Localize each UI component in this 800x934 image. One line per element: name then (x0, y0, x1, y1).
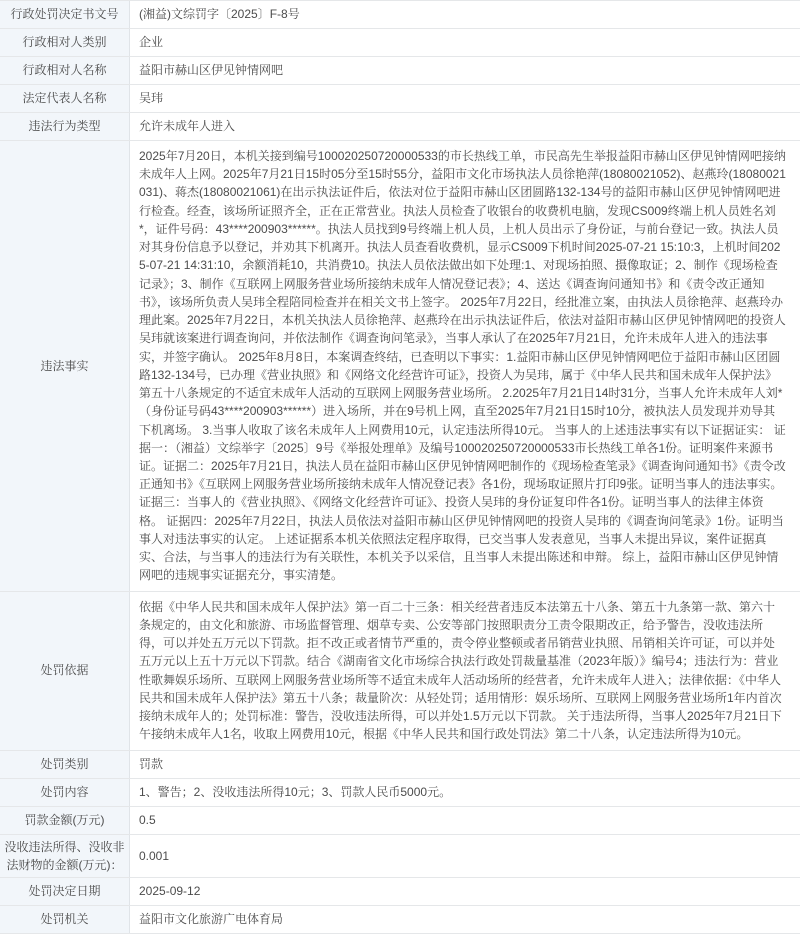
violation-type-value: 允许未成年人进入 (130, 113, 800, 140)
penalty-category-label: 处罚类别 (0, 751, 130, 778)
fine-amount-value: 0.5 (130, 807, 800, 834)
row-penalty-content (0, 779, 800, 807)
penalty-content-value: 1、警告；2、没收违法所得10元；3、罚款人民币5000元。 (130, 779, 800, 806)
penalty-authority-label: 处罚机关 (0, 906, 130, 933)
confiscation-amount-value: 0.001 (130, 835, 800, 877)
row-penalty-authority (0, 906, 800, 934)
legal-representative-value: 吴玮 (130, 85, 800, 112)
party-type-label: 行政相对人类别 (0, 29, 130, 56)
row-confiscation-amount (0, 835, 800, 878)
decision-date-label: 处罚决定日期 (0, 878, 130, 905)
penalty-authority-value: 益阳市文化旅游广电体育局 (130, 906, 800, 933)
decision-number-value: (湘益)文综罚字〔2025〕F-8号 (130, 1, 800, 28)
row-decision-number (0, 1, 800, 29)
row-decision-date (0, 878, 800, 906)
row-fine-amount (0, 807, 800, 835)
party-type-value: 企业 (130, 29, 800, 56)
violation-facts-label: 违法事实 (0, 141, 130, 591)
party-name-label: 行政相对人名称 (0, 57, 130, 84)
fine-amount-label: 罚款金额(万元) (0, 807, 130, 834)
row-violation-type (0, 113, 800, 141)
row-penalty-category (0, 751, 800, 779)
penalty-content-label: 处罚内容 (0, 779, 130, 806)
penalty-basis-label: 处罚依据 (0, 592, 130, 750)
decision-number-label: 行政处罚决定书文号 (0, 1, 130, 28)
row-party-name (0, 57, 800, 85)
row-legal-representative (0, 85, 800, 113)
violation-type-label: 违法行为类型 (0, 113, 130, 140)
party-name-value: 益阳市赫山区伊见钟情网吧 (130, 57, 800, 84)
penalty-basis-value: 依据《中华人民共和国未成年人保护法》第一百二十三条：相关经营者违反本法第五十八条、第五十九条第一款、第六十条规定的，由文化和旅游、市场监督管理、烟草专卖、公安等部门按照职责分工责令限期改正，给予警告，没收违法所得，可以并处五万元以下罚款。拒不改正或者情节严重的，责令停业整顿或者吊销营业执照、吊销相关许可证，可以并处五万元以上五十万元以下罚款。结合《湖南省文化市场综合执法行政处罚裁量基准（2023年版）》编号4；违法行为：营业性歌舞娱乐场所、互联网上网服务营业场所等不适宜未成年人活动场所的经营者，允许未成年人进入；法律依据：《中华人民共和国未成年人保护法》第五十八条；裁量阶次：从轻处罚；适用情形：娱乐场所、互联网上网服务营业场所1年内首次接纳未成年人的；处罚标准：警告，没收违法所得，可以并处1.5万元以下罚款。 关于违法所得，当事人2025年7月21日下午接纳未成年人1名，收取上网费用10元，根据《中华人民共和国行政处罚法》第二十八条，认定违法所得为10元。 (130, 592, 800, 750)
decision-date-value: 2025-09-12 (130, 878, 800, 905)
violation-facts-value: 2025年7月20日，本机关接到编号100020250720000533的市长热线工单，市民高先生举报益阳市赫山区伊见钟情网吧接纳未成年人上网。2025年7月21日15时05分至15时55分，益阳市文化市场执法人员徐艳萍(18080021052)、赵燕玲(18080021031)、蒋杰(18080021061)在出示执法证件后，依法对位于益阳市赫山区团圆路132-134号的益阳市赫山区伊见钟情网吧进行检查。经查，该场所证照齐全，正在正常营业。执法人员检查了收银台的收费机电脑，发现CS009终端上机人员姓名刘*，证件号码：43****200903******。执法人员找到9号终端上机人员，上机人员出示了身份证，与前台登记一致。执法人员对其身份信息予以登记，并劝其下机离开。执法人员查看收费机，显示CS009下机时间2025-07-21 15:10:3，上机时间2025-07-21 14:31:10，余额消耗10，共消费10。执法人员依法做出如下处理:1、对现场拍照、摄像取证；2、制作《现场检查记录》；3、制作《互联网上网服务营业场所接纳未成年人情况登记表》；4、送达《调查询问通知书》和《责令改正通知书》，该场所负责人吴玮全程陪同检查并在相关文书上签字。 2025年7月22日，经批准立案，由执法人员徐艳萍、赵燕玲办理此案。2025年7月22日，本机关执法人员徐艳萍、赵燕玲在出示执法证件后，依法对益阳市赫山区伊见钟情网吧的投资人吴玮就该案进行调查询问，并依法制作《调查询问笔录》，当事人承认了在2025年7月21日，允许未成年人进入的违法事实，并签字确认。 2025年8月8日，本案调查终结，已查明以下事实：1.益阳市赫山区伊见钟情网吧位于益阳市赫山区团圆路132-134号，已办理《营业执照》和《网络文化经营许可证》，投资人为吴玮，属于《中华人民共和国未成年人保护法》第五十八条规定的不适宜未成年人活动的互联网上网服务营业场所。 2.2025年7月21日14时31分，当事人允许未成年人刘*（身份证号码43****200903******）进入场所，并在9号机上网，直至2025年7月21日15时10分，被执法人员发现并劝导其下机离场。 3.当事人收取了该名未成年人上网费用10元，认定违法所得10元。 当事人的上述违法事实有以下证据证实： 证据一：（湘益）文综举字〔2025〕9号《举报处理单》及编号100020250720000533市长热线工单各1份。证明案件来源书证。证据二：2025年7月21日，执法人员在益阳市赫山区伊见钟情网吧制作的《现场检查笔录》《调查询问通知书》《责令改正通知书》《互联网上网服务营业场所接纳未成年人情况登记表》各1份，现场取证照片打印9张。证明当事人的违法事实。 证据三：当事人的《营业执照》、《网络文化经营许可证》、投资人吴玮的身份证复印件各1份。证明当事人的法律主体资格。 证据四：2025年7月22日，执法人员依法对益阳市赫山区伊见钟情网吧的投资人吴玮的《调查询问笔录》1份。证明当事人对违法事实的认定。 上述证据系本机关依照法定程序取得，已交当事人发表意见，当事人未提出异议，案件证据真实、合法，与当事人的违法行为有关联性，本机关予以采信，且当事人未提出陈述和申辩。 综上，益阳市赫山区伊见钟情网吧的违规事实证据充分，事实清楚。 (130, 141, 800, 591)
row-party-type (0, 29, 800, 57)
penalty-category-value: 罚款 (130, 751, 800, 778)
row-penalty-basis (0, 592, 800, 751)
confiscation-amount-label: 没收违法所得、没收非法财物的金额(万元)： (0, 835, 130, 877)
row-violation-facts (0, 141, 800, 592)
legal-representative-label: 法定代表人名称 (0, 85, 130, 112)
